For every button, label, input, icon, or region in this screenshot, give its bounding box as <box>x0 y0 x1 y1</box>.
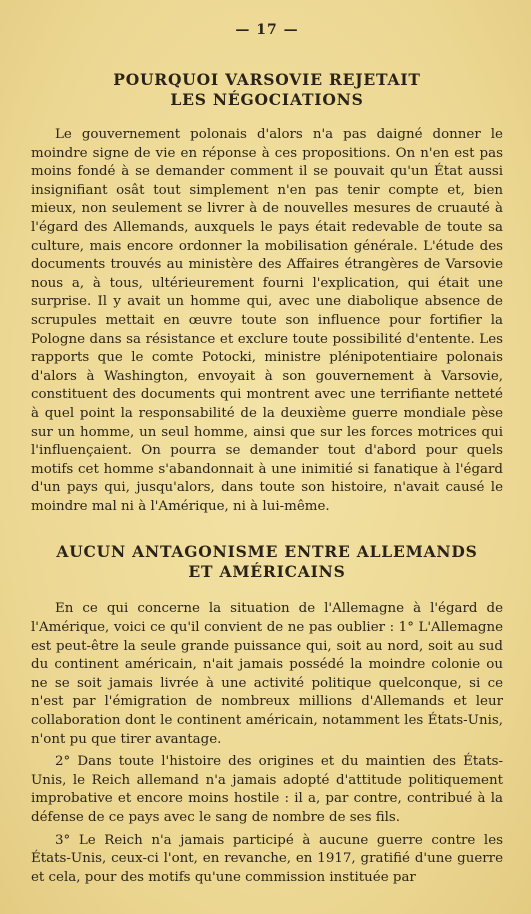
document-page <box>31 22 503 887</box>
section-title-line: POURQUOI VARSOVIE REJETAIT <box>113 70 421 89</box>
body-paragraph: Le gouvernement polonais d'alors n'a pas daigné donner le moindre signe de vie en réponse à ces propositions. On n'en est pas moins fondé à se demander comment il se pouvait qu'un État aussi insignifiant osât tout simplement n'en pas tenir compte et, bien mieux, non seulement se livrer à de nouvelles mesures de cruauté à l'égard des Allemands, auxquels le pays était redevable de toute sa culture, mais encore ordonner la mobilisation générale. L'étude des documents trouvés au ministère des Affaires étrangères de Varsovie nous a, à tous, ultérieurement fourni l'explication, qui était une surprise. Il y avait un homme qui, avec une diabolique absence de scrupules mettait en œuvre toute son influence pour fortifier la Pologne dans sa résistance et exclure toute possibilité d'entente. Les rapports que le comte Potocki, ministre plénipotentiaire polonais d'alors à Washington, envoyait à son gouvernement à Varsovie, constituent des documents qui montrent avec une terrifiante netteté à quel point la responsabilité de la deuxième guerre mondiale pèse sur un homme, un seul homme, ainsi que sur les forces motrices qui l'influençaient. On pourra se demander tout d'abord pour quels motifs cet homme s'abandonnait à une inimitié si fanatique à l'égard d'un pays qui, jusqu'alors, dans toute son histoire, n'avait causé le moindre mal ni à l'Amérique, ni à lui-même. <box>31 127 503 514</box>
page-number: — 17 — <box>235 22 299 38</box>
body-paragraph: 2° Dans toute l'histoire des origines et du maintien des États-Unis, le Reich allemand n'a jamais adopté d'attitude politiquement improbative et encore moins hostile : il a, par contre, contribué à la défense de ce pays avec le sang de nombre de ses fils. <box>31 754 503 825</box>
body-paragraph: En ce qui concerne la situation de l'Allemagne à l'égard de l'Amérique, voici ce qu'il convient de ne pas oublier : 1° L'Allemagne est peut-être la seule grande puissance qui, soit au nord, soit au sud du continent américain, n'ait jamais possédé la moindre colonie ou ne se soit jamais livrée à une activité politique quelconque, si ce n'est par l'émigration de nombreux millions d'Allemands et leur collaboration dont le continent américain, notamment les États-Unis, n'ont pu que tirer avantage. <box>31 601 503 747</box>
section-title-line: LES NÉGOCIATIONS <box>170 90 364 109</box>
section-title-warsaw <box>31 70 503 110</box>
section-title-line: AUCUN ANTAGONISME ENTRE ALLEMANDS <box>56 542 478 562</box>
section-title-line: ET AMÉRICAINS <box>188 562 346 582</box>
section-title-antagonism <box>31 542 503 582</box>
body-paragraph: 3° Le Reich n'a jamais participé à aucune guerre contre les États-Unis, ceux-ci l'ont, en revanche, en 1917, gratifié d'une guerre et cela, pour des motifs qu'une commission instituée par <box>31 832 503 885</box>
